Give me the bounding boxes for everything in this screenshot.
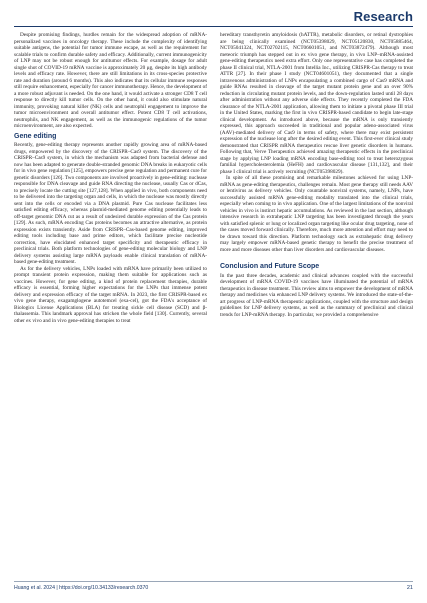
paragraph-challenges: In spite of all these promising and remarkable milestones achieved for using LNP-mRNA as gene-editing therapeutics, challenges remain. Most gene therapy still needs AAV or lentivirus as delivery vehicles. Only countable nonviral systems, namely, LNPs, have successfully assisted mRNA gene-editing modality translated into the clinical trials, especially when coming to in vivo application. One of the largest limitations of the nonviral vehicles in vivo is instinct hepatic accumulations. As reviewed in the last section, although intensive research in extrahepatic LNP targeting has been investigated through the years with satisfied splenic or lung or localized organ targeting like ocular drug targeting, none of the cases moved forward clinically. Therefore, much more attention and effort may need to be drawn toward this direction. Platform technology such as extrahepatic drug delivery may largely empower mRNA-based genetic therapy to benefit the precise treatment of more and more diseases other than liver disorders and cardiovascular diseases. — [220, 175, 413, 253]
journal-name: Research — [353, 9, 413, 24]
footer-citation[interactable]: Huang et al. 2024 | https://doi.org/10.34133/research.0370 — [14, 585, 149, 591]
header-rule — [14, 26, 413, 27]
page-header — [0, 0, 427, 28]
left-column — [14, 32, 207, 324]
page-number: 21 — [406, 585, 413, 591]
footer-rule — [14, 581, 413, 582]
paragraph-conclusion: In the past three decades, academic and clinical advances coupled with the successful development of mRNA COVID-19 vaccines have illuminated the potential of mRNA therapeutics in disease treatment. This review aims to empower the development of mRNA therapy and medicines via enhanced LNP delivery systems. We introduced the state-of-the-art progress of LNP-mRNA therapeutic applications, coupled with the structure and design guidelines for LNP delivery systems, as well as the summary of preclinical and clinical trends for LNP-mRNA therapy. In particular, we provided a comprehensive — [220, 272, 413, 318]
paragraph-antigen-hurdles: Despite promising findings, hurdles remain for the widespread adoption of mRNA-personalized vaccines in oncology therapy. These include the complexity of identifying suitable antigens, the potential for tumor immune escape, as well as the requirement for scalable trials to confirm durable safety and efficacy. Additionally, current immunogenicity of LNP may not be robust enough for antitumor effects. For example, dosage for adult single shot of COVID-19 mRNA vaccine is approximately 20 μg, despite its high antibody levels and efficacy rate. However, there are still limitations in its cross-species protective rate and duration (around 6 months). This also indicates that its cellular immune responses still require enhancement, especially for cancer immunotherapy. Hence, the development of a more robust adjuvant is needed. On the one hand, it would activate a stronger CD8 T cell response to directly kill tumor cells. On the other hand, it could also stimulate natural immunity, provoking natural killer (NK) cells and neutrophil engagement to improve the tumor microenvironment and overall antitumor effect. Potent CD8 T cell activations, neutrophils, and NK engagement, as well as the immunogenic regulations of the tumor microenvironment, are also expected. — [14, 32, 207, 129]
section-heading-gene-editing: Gene editing — [14, 132, 57, 140]
section-heading-conclusion: Conclusion and Future Scope — [220, 263, 320, 270]
right-column — [220, 32, 413, 318]
paragraph-clinical-trials: hereditary transthyretin amyloidosis (hATTR), metabolic disorders, or retinal dystrophies are being clinically examined (NCT05398029, NCT05120830, NCT05885464, NCT05041324, NCT02702115, NCT06601051, and NCT03872479). Although most meteoric triumph has stepped out in ex vivo gene therapy, in vivo LNP–mRNA-assisted gene-editing therapeutics need extra effort. Only one representative case has completed the phase II clinical trial, NTLA-2001 from Intellia Inc., utilizing CRISPR-Cas therapy to treat ATTR [27]. In their phase I study (NCT04601051), they documented that a single intravenous administration of LNPs encapsulating a combined cargo of Cas9 mRNA and guide RNAs resulted in cleavage of the target mutant protein gene and an over 90% reduction in circulating mutant protein levels, and the down-regulation lasted until 28 days after administration without any adverse side effects. They recently completed the FDA clearance of the NTLA-2001 application, allowing them to initiate a pivotal phase III trial in the United States, marking the first in vivo CRISPR-based candidate to begin late-stage clinical development. As introduced above, because the mRNA is only transiently expressed, this approach succeeded in traditional and popular adeno-associated virus (AAV)-mediated delivery of Cas9 in terms of safety, where there may exist persistent expression of the nuclease long after the desired editing event. This first-ever clinical study demonstrated that CRISPR mRNA therapeutics rescue liver genetic disorders in humans. Following that, Verve Therapeutics achieved amazing therapeutic effects in the preclinical stage by applying LNP loading mRNA encoding base-editing tool to treat heterozygous familial hypercholesterolemia (HeFH) and cardiovascular disease [131,132], and their phase I clinical trial is actively recruiting (NCT05398029). — [220, 32, 413, 175]
paragraph-crispr-cas9: Recently, gene-editing therapy represents another rapidly growing area of mRNA-based drugs, empowered by the discovery of the CRISPR–Cas9 system. The discovery of the CRISPR–Cas9 system, in which the mechanism was adapted from bacterial defense and now has been adapted to generate double-stranded genomic DNA breaks in eukaryotic cells for in vivo gene regulation [125], empowers precise gene regulation and permanent cure for genetic disorders [126]. Two components are involved proactively in gene-editing: nuclease responsible for DNA cleavage and guide RNA directing the nuclease, usually Cas or dCas, to precisely locate the cutting site [127,128]. When applied in vivo, both components need to be delivered into the targeting organ and cells, in which the nuclease was mostly directly sent into the cells or encoded via a DNA plasmid. Pure Cas nuclease facilitates less satisfied editing efficacy, whereas plasmid-mediated genome editing potentially leads to off-target genomic DNA cut as a result of undesired durable expression of the Cas protein [129]. As such, mRNA encoding Cas proteins becomes an attractive alternative, as protein expression exists transiently. Aside from CRISPR–Cas-based genome editing, improved editing tools including base and prime editors, which facilitate precise nucleotide correction, have elucidated enhanced target specificity and therapeutic efficacy in preclinical trials. Both platform technologies of gene-editing molecular biology and LNP delivery systems assisting large mRNA payloads enable clinical translation of mRNA-based gene-editing treatment. — [14, 142, 208, 265]
paragraph-delivery-vehicles: As for the delivery vehicles, LNPs loaded with mRNA have primarily been utilized to prompt transient protein expression, making them suitable for applications such as vaccines. However, for gene editing, a kind of protein replacement therapies, durable efficacy is essential, forming higher expectations for the LNPs that immense potent delivery and expression efficacy of the target mRNA. In 2023, the first CRISPR-based ex vivo gene therapy, exagamglogene autotemcel (exa-cel), got the FDA's acceptance of Biologics License Applications (BLA) for treating sickle cell disease (SCD) and β-thalassemia. This landmark approval has stricken the whole field [130]. Currently, several other ex vivo and in vivo gene-editing therapies to treat — [14, 265, 207, 324]
